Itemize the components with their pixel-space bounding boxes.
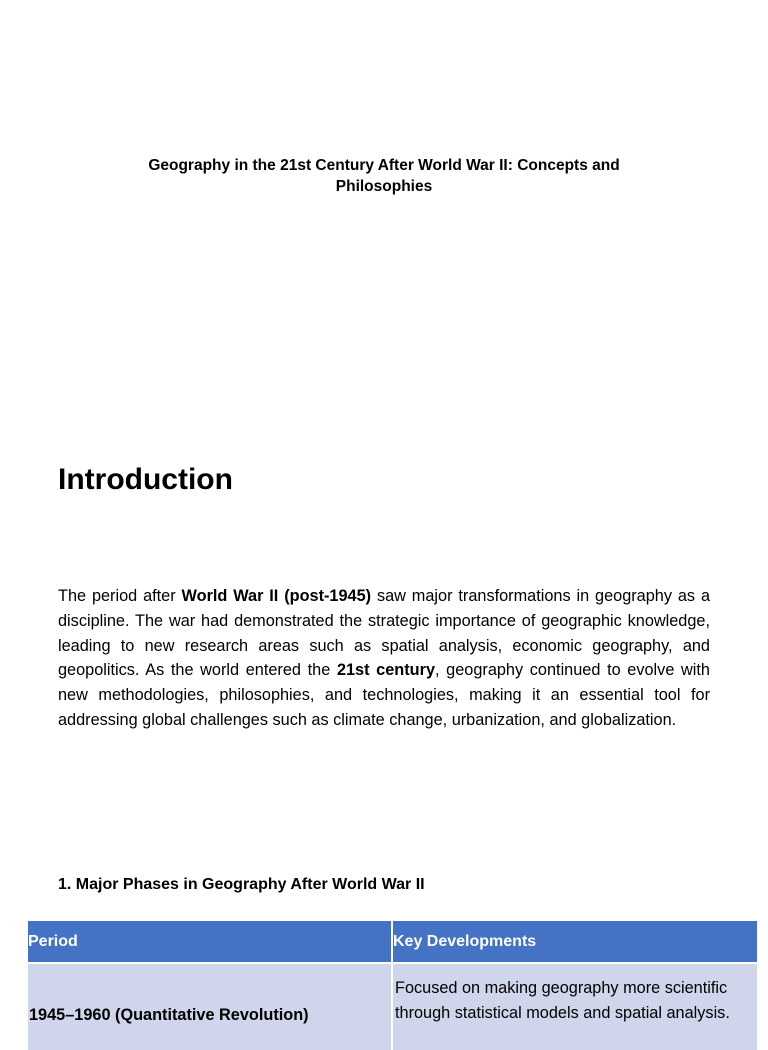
intro-text-3: , geography continued to evolve with new methodologies, philosophies, and technologies, making it an essential tool for addressing global challenges such as climate change, urbanization, and globalization. [58, 661, 710, 729]
table-header-key-developments: Key Developments [392, 921, 758, 963]
table-row [28, 963, 758, 1050]
table-cell-key-developments: Focused on making geography more scientific through statistical models and spatial analysis. [392, 963, 758, 1050]
table-header-period: Period [28, 921, 392, 963]
introduction-heading: Introduction [58, 463, 233, 496]
intro-text-1: The period after [58, 587, 182, 605]
phases-table [28, 921, 759, 1050]
table-cell-period: 1945–1960 (Quantitative Revolution) [28, 963, 392, 1050]
section-heading-major-phases: 1. Major Phases in Geography After World War II [58, 876, 425, 893]
intro-text-2: saw major transformations in geography as a discipline. The war had demonstrated the strategic importance of geographic knowledge, leading to new research areas such as spatial analysis, economic geography, and geopolitics. As the world entered the [58, 587, 710, 680]
introduction-paragraph [58, 584, 710, 733]
table-header-row [28, 921, 758, 963]
document-title: Geography in the 21st Century After World War II: Concepts and Philosophies [148, 157, 620, 195]
intro-bold-21st-century: 21st century [336, 661, 435, 680]
intro-bold-post-1945: World War II (post-1945) [181, 587, 372, 605]
